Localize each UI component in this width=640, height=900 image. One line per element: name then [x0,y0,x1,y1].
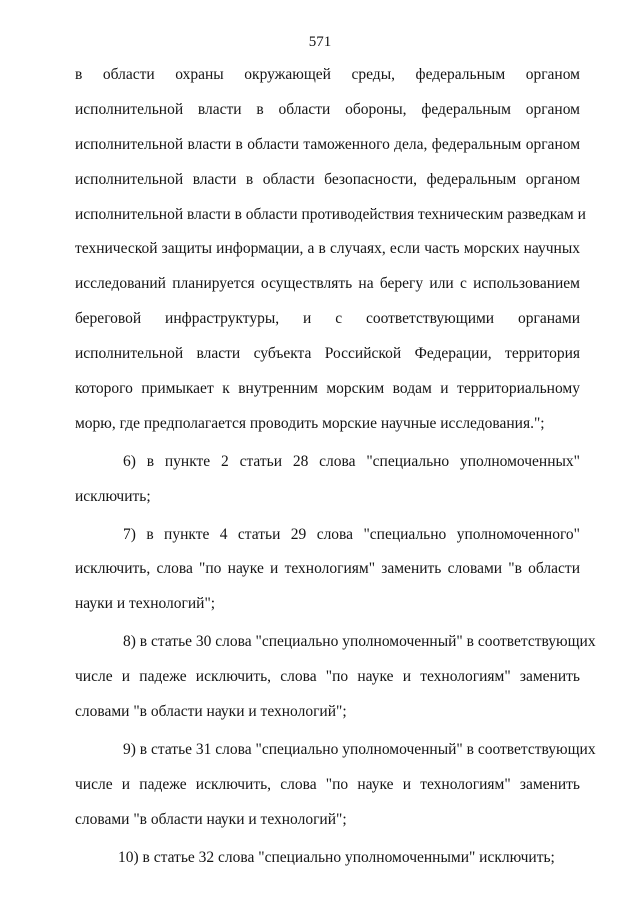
text-line: 6) в пункте 2 статьи 28 слова "специально уполномоченных" [123,452,580,470]
text-line: словами "в области науки и технологий"; [75,810,347,828]
text-line: числе и падеже исключить, слова "по науке и технологиям" заменить [75,668,580,686]
text-line: науки и технологий"; [75,595,216,613]
text-line: исследований планируется осуществлять на берегу или с использованием [75,275,580,293]
text-line: числе и падеже исключить, слова "по науке и технологиям" заменить [75,775,580,793]
text-line: 9) в статье 31 слова "специально уполномоченный" в соответствующих [123,740,596,758]
list-item [75,733,596,838]
text-line: исключить, слова "по науке и технологиям" заменить словами "в области [75,560,580,578]
text-line: 7) в пункте 4 статьи 29 слова "специально уполномоченного" [123,525,580,543]
text-line: технической защиты информации, а в случаях, если часть морских научных [75,240,580,258]
text-line: которого примыкает к внутренним морским водам и территориальному [75,380,580,398]
text-line: исполнительной власти субъекта Российской Федерации, территория [75,345,580,363]
list-item [75,841,580,876]
list-item [75,518,580,623]
text-line: исключить; [75,487,151,505]
text-line: исполнительной власти в области противодействия техническим разведкам и [75,205,586,223]
text-line: береговой инфраструктуры, и с соответствующими органами [75,310,580,328]
page-number: 571 [308,34,332,50]
text-line: исполнительной власти в области обороны, федеральным органом [75,100,580,118]
text-line: 10) в статье 32 слова "специально уполномоченными" исключить; [118,848,555,866]
text-line: морю, где предполагается проводить морские научные исследования."; [75,414,545,432]
document-body [75,58,596,875]
text-line: 8) в статье 30 слова "специально уполномоченный" в соответствующих [123,633,596,651]
list-item [75,625,596,730]
text-line: исполнительной власти в области таможенного дела, федеральным органом [75,135,580,153]
text-line: исполнительной власти в области безопасности, федеральным органом [75,170,580,188]
paragraph [75,58,586,442]
text-line: в области охраны окружающей среды, федеральным органом [75,66,580,83]
text-line: словами "в области науки и технологий"; [75,703,347,721]
list-item [75,445,580,515]
